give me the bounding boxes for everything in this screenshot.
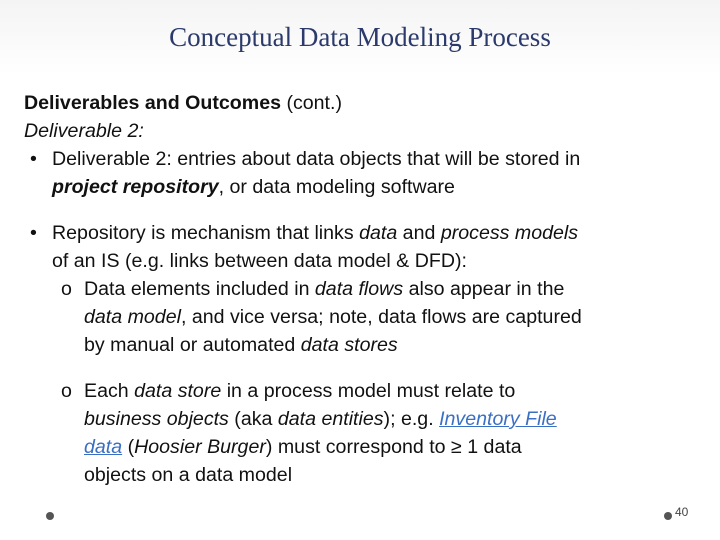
bullet-marker: • [30, 148, 37, 170]
section-heading [24, 89, 704, 117]
bullet-1: • Deliverable 2: entries about data objects that will be stored in project repository, or data modeling software [24, 145, 704, 201]
slide-body [24, 89, 704, 489]
sub-bullet-2: o Each data store in a process model must relate to business objects (aka data entities); e.g. Inventory File data (Hoosier Burger) must correspond to ≥ 1 data objects on a data model [24, 377, 704, 489]
decorative-dot-left [46, 512, 54, 520]
bullet-marker: • [30, 222, 37, 244]
heading-bold: Deliverables and Outcomes [24, 92, 281, 114]
inventory-file-data-link[interactable]: data [84, 436, 123, 458]
decorative-dot-right [664, 512, 672, 520]
slide-title: Conceptual Data Modeling Process [169, 22, 551, 52]
heading-rest: (cont.) [281, 92, 342, 114]
sub-bullet-1: o Data elements included in data flows also appear in the data model, and vice versa; note, data flows are captured by manual or automated data stores [24, 275, 704, 359]
sub-bullet-marker: o [61, 278, 72, 300]
inventory-file-link[interactable]: Inventory File [439, 408, 557, 430]
page-number: 40 [675, 505, 689, 519]
sub-bullet-marker: o [61, 380, 72, 402]
deliverable-label: Deliverable 2: [24, 120, 144, 142]
bullet-2: • Repository is mechanism that links data and process models of an IS (e.g. links between data model & DFD): [24, 219, 704, 275]
